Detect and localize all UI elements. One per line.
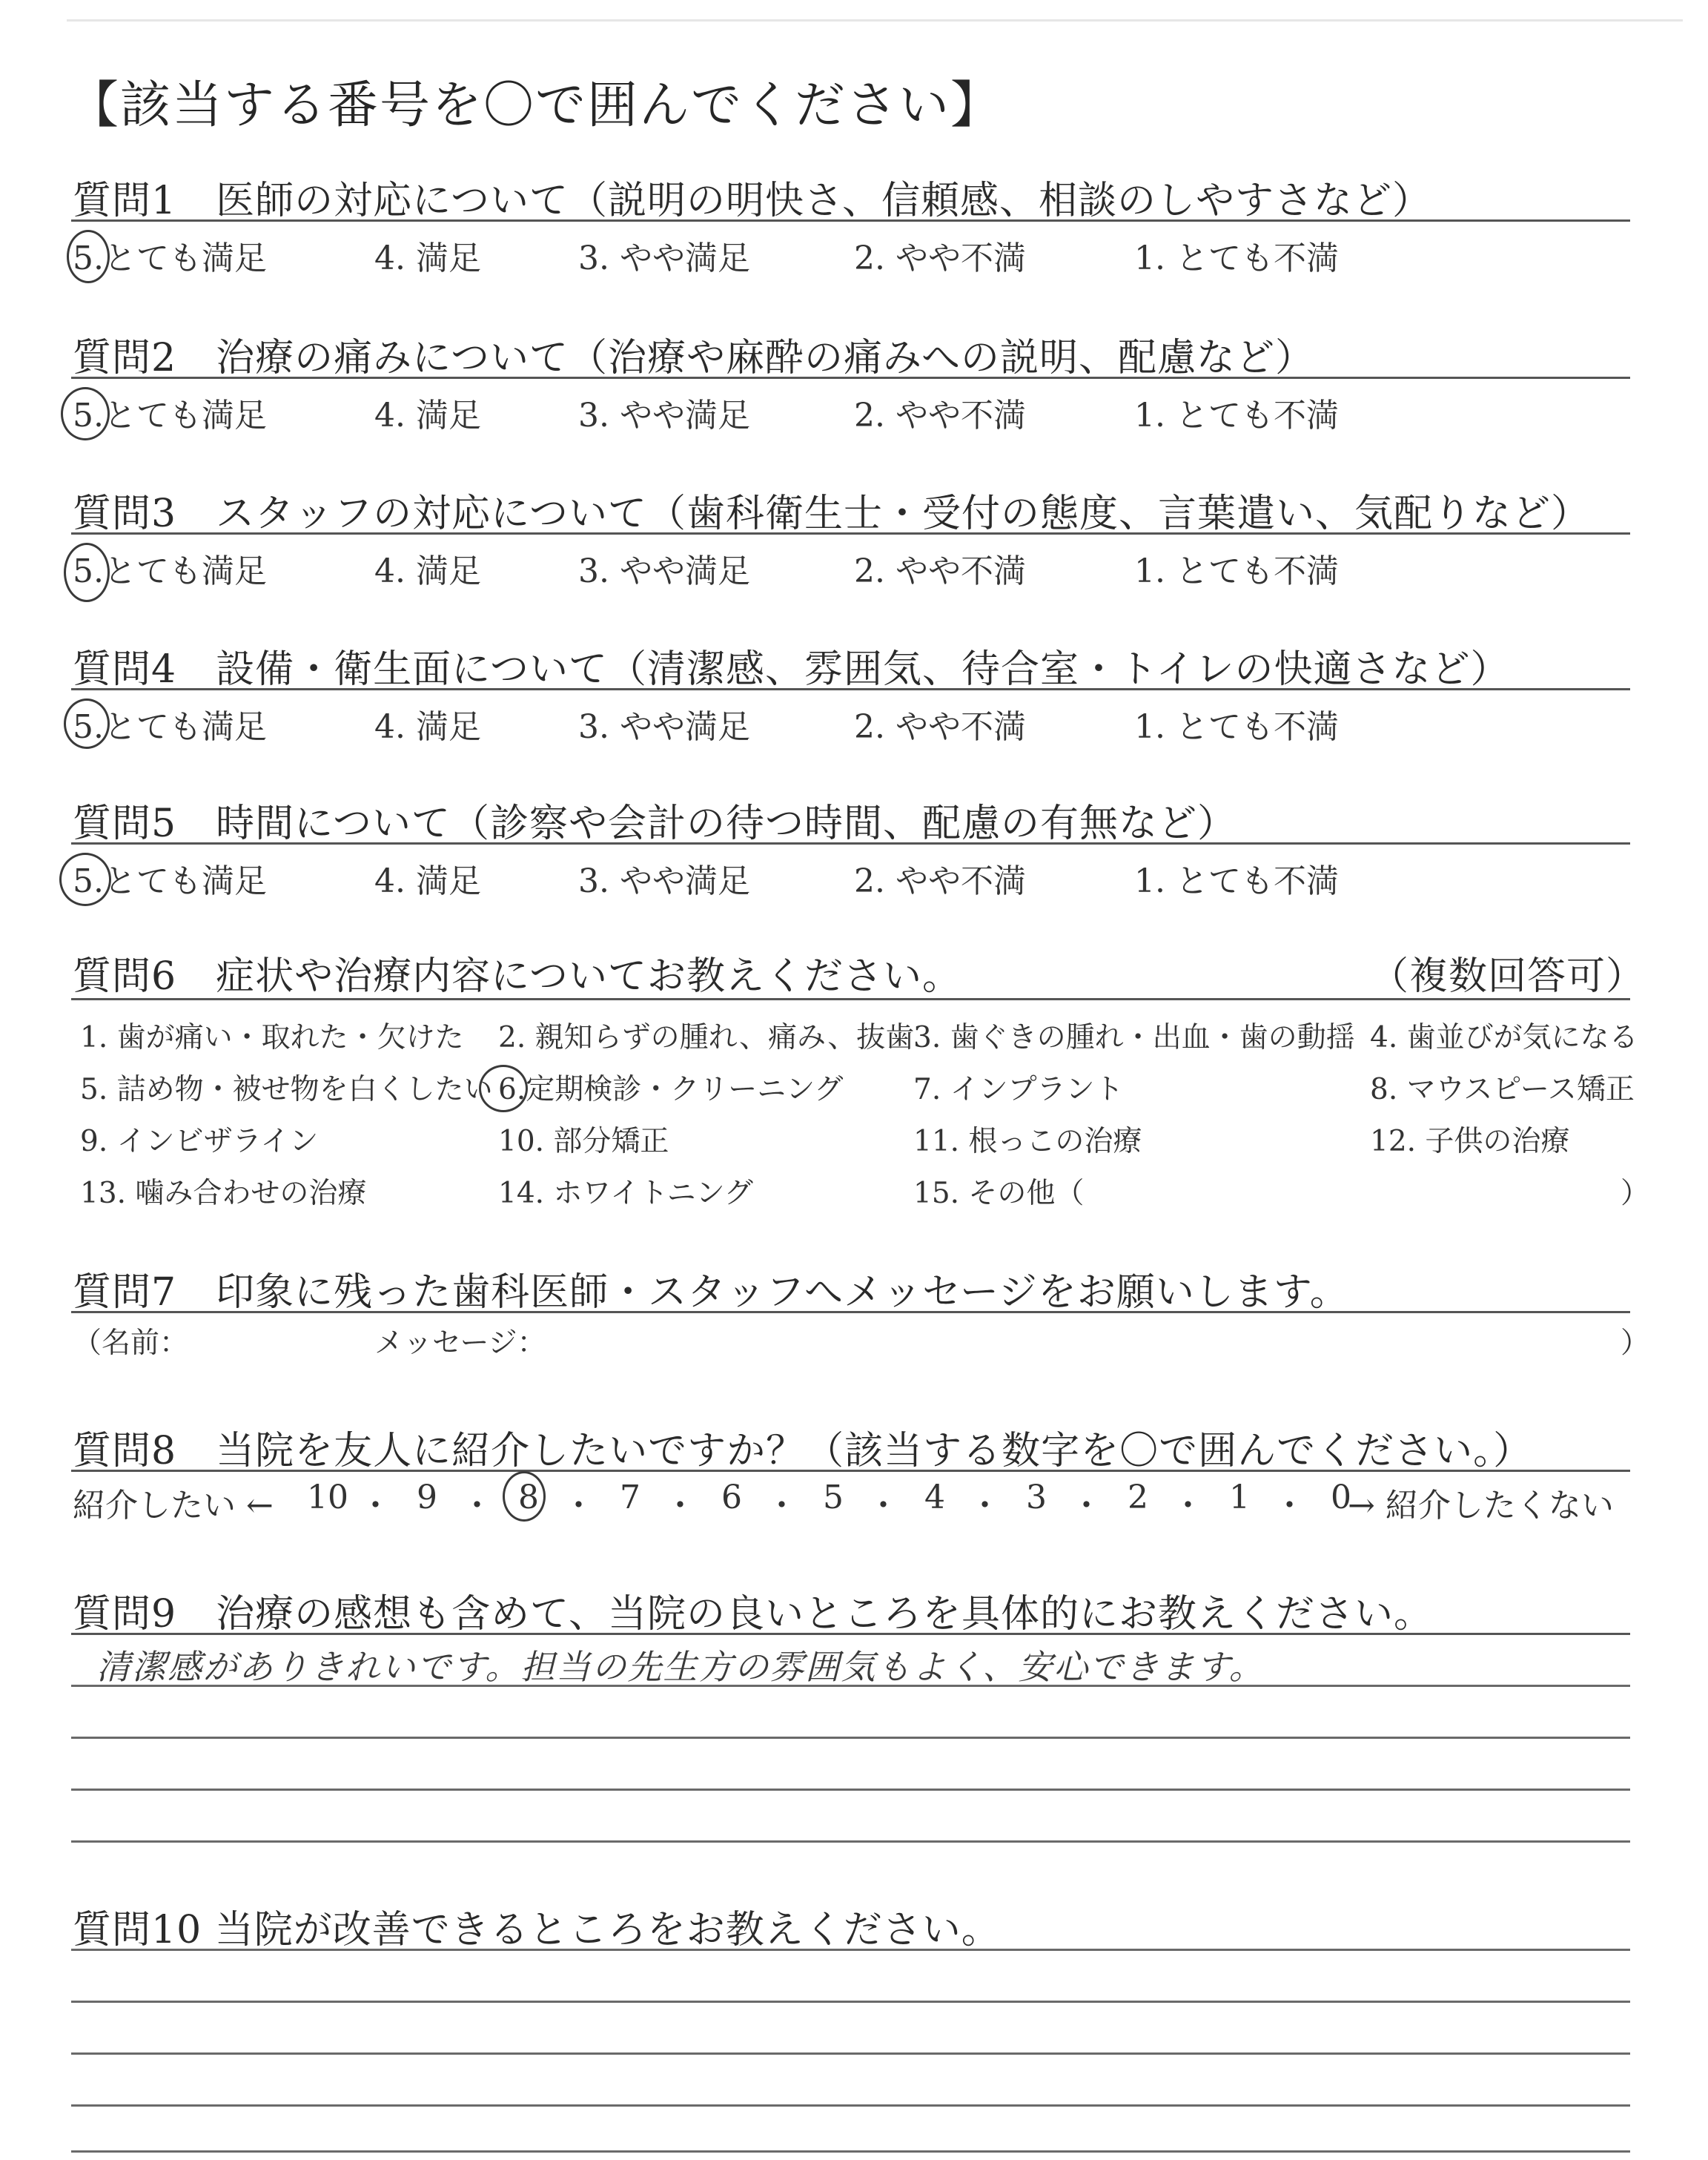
scale-separator: ・ — [1171, 1487, 1205, 1525]
q9-write-line-2 — [71, 1737, 1630, 1739]
q6-item-12[interactable]: 12. 子供の治療 — [1370, 1125, 1570, 1158]
scale-option-6[interactable]: 6 — [721, 1479, 742, 1516]
q10-write-line-1 — [71, 1949, 1630, 1951]
scale-separator: ・ — [765, 1487, 798, 1525]
question-6-rule — [71, 998, 1630, 1000]
q4-option-4[interactable]: 4. 満足 — [374, 708, 481, 746]
question-5-label: 質問5 時間について（診察や会計の待つ時間、配慮の有無など） — [73, 802, 1237, 846]
question-1-label: 質問1 医師の対応について（説明の明快さ、信頼感、相談のしやすさなど） — [73, 179, 1431, 223]
q9-write-line-4 — [71, 1840, 1630, 1843]
q3-option-1[interactable]: 1. とても不満 — [1134, 552, 1339, 590]
q6-item-7[interactable]: 7. インプラント — [913, 1073, 1124, 1106]
q7-message-label: メッセージ： — [374, 1327, 546, 1360]
q7-name-label: （名前： — [73, 1327, 189, 1360]
question-7-rule — [71, 1311, 1630, 1313]
instruction-title: 【該当する番号を〇で囲んでください】 — [68, 76, 1003, 135]
scale-option-3[interactable]: 3 — [1026, 1479, 1047, 1516]
q10-write-line-2 — [71, 2001, 1630, 2003]
scale-separator: ・ — [562, 1487, 595, 1525]
scale-option-8[interactable]: 8 — [518, 1479, 539, 1516]
q1-option-4[interactable]: 4. 満足 — [374, 240, 481, 277]
page-top-edge — [67, 19, 1683, 22]
q10-write-line-3 — [71, 2052, 1630, 2055]
question-9-label: 質問9 治療の感想も含めて、当院の良いところを具体的にお教えください。 — [73, 1592, 1434, 1636]
q4-option-5[interactable]: 5.とても満足 — [73, 708, 267, 746]
scale-separator: ・ — [359, 1487, 392, 1525]
scale-separator: ・ — [968, 1487, 1002, 1525]
q6-item-9[interactable]: 9. インビザライン — [80, 1125, 319, 1158]
recommend-scale — [307, 1479, 1351, 1525]
scale-separator: ・ — [663, 1487, 697, 1525]
q10-write-line-5 — [71, 2150, 1630, 2153]
question-8-label: 質問8 当院を友人に紹介したいですか？（該当する数字を〇で囲んでください。） — [73, 1429, 1533, 1473]
q8-right-label: → 紹介したくない — [1348, 1487, 1614, 1525]
question-4-label: 質問4 設備・衛生面について（清潔感、雰囲気、待合室・トイレの快適さなど） — [73, 647, 1510, 692]
q6-item-5[interactable]: 5. 詰め物・被せ物を白くしたい — [80, 1073, 493, 1106]
q5-option-5[interactable]: 5.とても満足 — [73, 862, 267, 900]
q2-option-1[interactable]: 1. とても不満 — [1134, 397, 1339, 435]
q6-item-3[interactable]: 3. 歯ぐきの腫れ・出血・歯の動揺 — [913, 1021, 1355, 1054]
scale-option-1[interactable]: 1 — [1229, 1479, 1250, 1516]
scale-option-10[interactable]: 10 — [307, 1479, 348, 1516]
q6-item-2[interactable]: 2. 親知らずの腫れ、痛み、抜歯 — [498, 1021, 915, 1054]
q9-write-line-1 — [71, 1685, 1630, 1687]
scale-option-9[interactable]: 9 — [417, 1479, 437, 1516]
q6-item-11[interactable]: 11. 根っこの治療 — [913, 1125, 1142, 1158]
q6-item-10[interactable]: 10. 部分矯正 — [498, 1125, 669, 1158]
scale-option-4[interactable]: 4 — [924, 1479, 945, 1516]
question-2-rule — [71, 377, 1630, 379]
q2-option-2[interactable]: 2. やや不満 — [854, 397, 1026, 435]
q3-option-4[interactable]: 4. 満足 — [374, 552, 481, 590]
q5-option-3[interactable]: 3. やや満足 — [578, 862, 750, 900]
q6-item-8[interactable]: 8. マウスピース矯正 — [1370, 1073, 1635, 1106]
question-6-note: （複数回答可） — [1370, 954, 1646, 999]
q3-option-3[interactable]: 3. やや満足 — [578, 552, 750, 590]
question-3-rule — [71, 532, 1630, 535]
q5-option-4[interactable]: 4. 満足 — [374, 862, 481, 900]
scale-option-7[interactable]: 7 — [620, 1479, 640, 1516]
q3-option-5[interactable]: 5.とても満足 — [73, 552, 267, 590]
scale-separator: ・ — [460, 1487, 494, 1525]
q5-option-1[interactable]: 1. とても不満 — [1134, 862, 1339, 900]
scale-option-2[interactable]: 2 — [1128, 1479, 1148, 1516]
q5-option-2[interactable]: 2. やや不満 — [854, 862, 1026, 900]
q9-write-line-3 — [71, 1789, 1630, 1791]
question-6-label: 質問6 症状や治療内容についてお教えください。 — [73, 954, 962, 999]
question-9-rule — [71, 1633, 1630, 1635]
q4-option-1[interactable]: 1. とても不満 — [1134, 708, 1339, 746]
q2-option-4[interactable]: 4. 満足 — [374, 397, 481, 435]
selection-circle-q8 — [503, 1471, 546, 1522]
scale-separator: ・ — [1273, 1487, 1306, 1525]
question-10-label: 質問10 当院が改善できるところをお教えください。 — [73, 1908, 1001, 1952]
q10-write-line-4 — [71, 2104, 1630, 2107]
q6-item-13[interactable]: 13. 噛み合わせの治療 — [80, 1177, 367, 1210]
q7-close-paren: ） — [1621, 1327, 1650, 1360]
question-2-label: 質問2 治療の痛みについて（治療や麻酔の痛みへの説明、配慮など） — [73, 336, 1315, 380]
question-8-rule — [71, 1470, 1630, 1472]
q8-left-label: 紹介したい ← — [73, 1487, 274, 1525]
question-7-label: 質問7 印象に残った歯科医師・スタッフへメッセージをお願いします。 — [73, 1270, 1349, 1315]
question-4-rule — [71, 688, 1630, 690]
scale-option-5[interactable]: 5 — [823, 1479, 844, 1516]
q2-option-3[interactable]: 3. やや満足 — [578, 397, 750, 435]
q6-item-14[interactable]: 14. ホワイトニング — [498, 1177, 753, 1210]
q4-option-2[interactable]: 2. やや不満 — [854, 708, 1026, 746]
question-3-label: 質問3 スタッフの対応について（歯科衛生士・受付の態度、言葉遣い、気配りなど） — [73, 492, 1591, 536]
q6-item-1[interactable]: 1. 歯が痛い・取れた・欠けた — [80, 1021, 464, 1054]
q6-item-4[interactable]: 4. 歯並びが気になる — [1370, 1021, 1638, 1054]
q6-item-6[interactable]: 6.定期検診・クリーニング — [498, 1073, 844, 1106]
q1-option-3[interactable]: 3. やや満足 — [578, 240, 750, 277]
q6-other-close-paren: ） — [1621, 1177, 1650, 1210]
q1-option-2[interactable]: 2. やや不満 — [854, 240, 1026, 277]
scale-option-0[interactable]: 0 — [1331, 1479, 1351, 1516]
q1-option-1[interactable]: 1. とても不満 — [1134, 240, 1339, 277]
scale-separator: ・ — [867, 1487, 900, 1525]
q2-option-5[interactable]: 5.とても満足 — [73, 397, 267, 435]
q3-option-2[interactable]: 2. やや不満 — [854, 552, 1026, 590]
question-1-rule — [71, 219, 1630, 222]
q1-option-5[interactable]: 5.とても満足 — [73, 240, 267, 277]
scale-separator: ・ — [1070, 1487, 1103, 1525]
q4-option-3[interactable]: 3. やや満足 — [578, 708, 750, 746]
q6-item-15[interactable]: 15. その他（ — [913, 1177, 1085, 1210]
q9-handwritten-answer[interactable]: 清潔感がありきれいです。担当の先生方の雰囲気もよく、安心できます。 — [96, 1647, 1265, 1687]
question-5-rule — [71, 842, 1630, 845]
